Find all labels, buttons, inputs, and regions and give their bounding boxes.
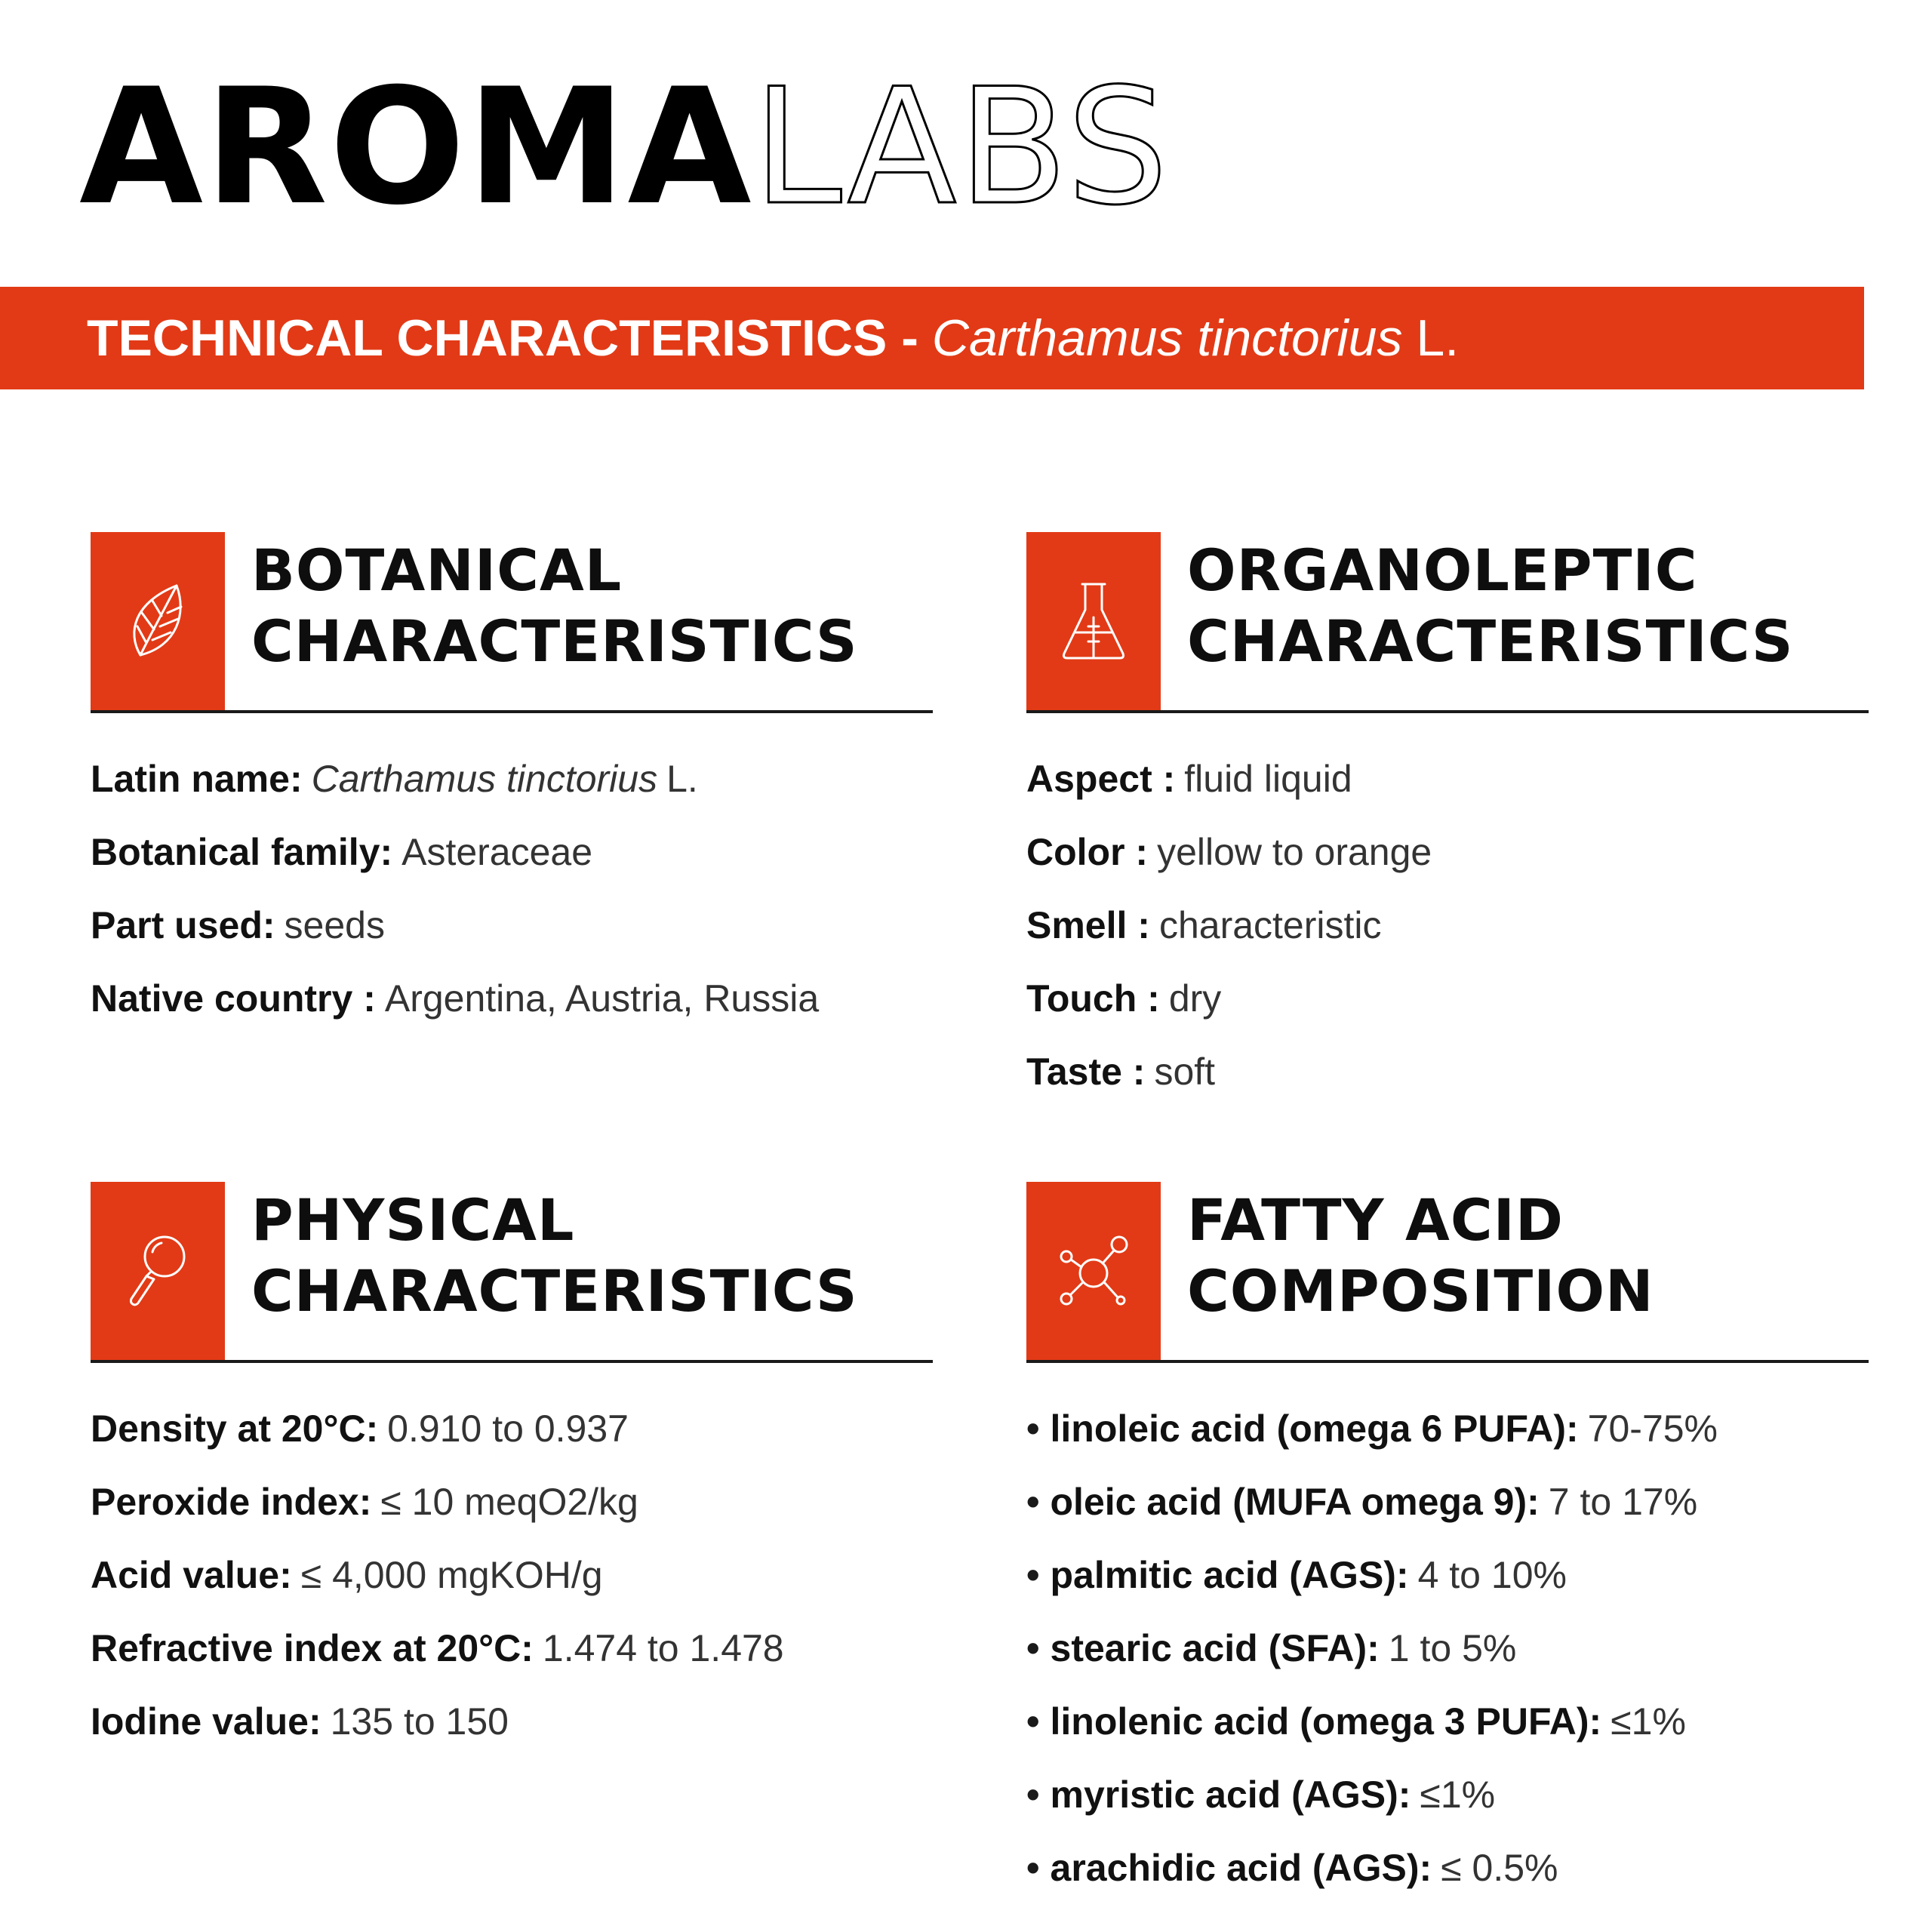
organoleptic-row bbox=[1026, 815, 1869, 888]
botanical-section bbox=[91, 532, 933, 1035]
row-value-suffix: L. bbox=[666, 757, 698, 800]
row-label: Smell : bbox=[1026, 903, 1150, 946]
row-value: dry bbox=[1168, 977, 1222, 1020]
magnifier-icon bbox=[124, 1229, 192, 1312]
row-label: myristic acid (AGS): bbox=[1050, 1773, 1411, 1816]
physical-icon-box bbox=[91, 1182, 225, 1360]
row-label: Density at 20°C: bbox=[91, 1407, 379, 1450]
organoleptic-header bbox=[1026, 532, 1869, 713]
organoleptic-rows bbox=[1026, 742, 1869, 1108]
molecule-icon bbox=[1056, 1229, 1131, 1312]
row-label: Iodine value: bbox=[91, 1700, 321, 1743]
organoleptic-title-line2: CHARACTERISTICS bbox=[1187, 608, 1794, 675]
physical-row bbox=[91, 1538, 933, 1611]
physical-title bbox=[251, 1185, 858, 1327]
row-label: Peroxide index: bbox=[91, 1480, 372, 1523]
fatty-acid-title bbox=[1187, 1185, 1654, 1327]
fatty-acid-row bbox=[1026, 1465, 1869, 1538]
row-value: 70-75% bbox=[1587, 1407, 1718, 1450]
botanical-row bbox=[91, 815, 933, 888]
bullet: • bbox=[1026, 1846, 1040, 1889]
bullet: • bbox=[1026, 1553, 1040, 1596]
row-label: Acid value: bbox=[91, 1553, 292, 1596]
row-value: 1.474 to 1.478 bbox=[542, 1626, 784, 1669]
logo-bold-part: AROMA bbox=[79, 54, 753, 240]
row-value: yellow to orange bbox=[1157, 830, 1432, 873]
organoleptic-section bbox=[1026, 532, 1869, 1108]
row-value: 1 to 5% bbox=[1388, 1626, 1517, 1669]
row-value: ≤1% bbox=[1420, 1773, 1496, 1816]
fatty-acid-row bbox=[1026, 1831, 1869, 1904]
row-label: arachidic acid (AGS): bbox=[1050, 1846, 1432, 1889]
row-value: 7 to 17% bbox=[1548, 1480, 1698, 1523]
row-label: Latin name: bbox=[91, 757, 303, 800]
fatty-acid-icon-box bbox=[1026, 1182, 1161, 1360]
row-label: Taste : bbox=[1026, 1050, 1146, 1093]
row-value: characteristic bbox=[1158, 903, 1382, 946]
row-value: ≤ 4,000 mgKOH/g bbox=[300, 1553, 603, 1596]
leaf-icon bbox=[124, 580, 192, 663]
fatty-acid-row bbox=[1026, 1758, 1869, 1831]
organoleptic-title-line1: ORGANOLEPTIC bbox=[1187, 537, 1698, 604]
physical-row bbox=[91, 1684, 933, 1758]
row-label: Aspect : bbox=[1026, 757, 1176, 800]
row-value: Argentina, Austria, Russia bbox=[384, 977, 820, 1020]
flask-icon bbox=[1060, 580, 1128, 663]
row-value: ≤ 10 meqO2/kg bbox=[380, 1480, 638, 1523]
title-banner bbox=[0, 287, 1864, 389]
botanical-icon-box bbox=[91, 532, 225, 710]
bullet: • bbox=[1026, 1626, 1040, 1669]
botanical-row bbox=[91, 961, 933, 1035]
botanical-header bbox=[91, 532, 933, 713]
row-value: ≤ 0.5% bbox=[1441, 1846, 1558, 1889]
physical-rows bbox=[91, 1392, 933, 1758]
row-label: linolenic acid (omega 3 PUFA): bbox=[1050, 1700, 1602, 1743]
row-label: Touch : bbox=[1026, 977, 1160, 1020]
banner-suffix: L. bbox=[1416, 309, 1460, 367]
fatty-acid-title-line1: FATTY ACID bbox=[1187, 1186, 1564, 1254]
physical-row bbox=[91, 1465, 933, 1538]
physical-header bbox=[91, 1182, 933, 1363]
row-value: Asteraceae bbox=[401, 830, 593, 873]
physical-title-line1: PHYSICAL bbox=[251, 1186, 575, 1254]
fatty-acid-rows bbox=[1026, 1392, 1869, 1904]
row-value: seeds bbox=[284, 903, 385, 946]
logo-light-part: LABS bbox=[752, 54, 1170, 240]
row-label: oleic acid (MUFA omega 9): bbox=[1050, 1480, 1540, 1523]
botanical-rows bbox=[91, 742, 933, 1035]
row-value: 135 to 150 bbox=[330, 1700, 509, 1743]
organoleptic-row bbox=[1026, 1035, 1869, 1108]
organoleptic-row bbox=[1026, 888, 1869, 961]
organoleptic-icon-box bbox=[1026, 532, 1161, 710]
fatty-acid-section bbox=[1026, 1182, 1869, 1904]
organoleptic-row bbox=[1026, 742, 1869, 815]
botanical-row bbox=[91, 888, 933, 961]
botanical-title-line2: CHARACTERISTICS bbox=[251, 608, 858, 675]
row-label: Botanical family: bbox=[91, 830, 393, 873]
row-value: ≤1% bbox=[1611, 1700, 1686, 1743]
row-value: 4 to 10% bbox=[1417, 1553, 1567, 1596]
botanical-title bbox=[251, 535, 858, 677]
row-value-latin: Carthamus tinctorius bbox=[311, 757, 658, 800]
brand-logo bbox=[79, 54, 1170, 240]
row-value: soft bbox=[1154, 1050, 1216, 1093]
bullet: • bbox=[1026, 1407, 1040, 1450]
botanical-title-line1: BOTANICAL bbox=[251, 537, 623, 604]
row-label: palmitic acid (AGS): bbox=[1050, 1553, 1409, 1596]
organoleptic-row bbox=[1026, 961, 1869, 1035]
row-value: 0.910 to 0.937 bbox=[387, 1407, 629, 1450]
row-label: stearic acid (SFA): bbox=[1050, 1626, 1380, 1669]
bullet: • bbox=[1026, 1480, 1040, 1523]
banner-title: TECHNICAL CHARACTERISTICS - bbox=[87, 309, 918, 367]
fatty-acid-row bbox=[1026, 1611, 1869, 1684]
organoleptic-title bbox=[1187, 535, 1794, 677]
row-label: Color : bbox=[1026, 830, 1149, 873]
bullet: • bbox=[1026, 1700, 1040, 1743]
banner-latin-name: Carthamus tinctorius bbox=[931, 309, 1403, 367]
row-label: Part used: bbox=[91, 903, 275, 946]
fatty-acid-row bbox=[1026, 1392, 1869, 1465]
row-label: Native country : bbox=[91, 977, 376, 1020]
row-value: fluid liquid bbox=[1184, 757, 1352, 800]
physical-title-line2: CHARACTERISTICS bbox=[251, 1257, 858, 1324]
row-label: linoleic acid (omega 6 PUFA): bbox=[1050, 1407, 1579, 1450]
physical-row bbox=[91, 1392, 933, 1465]
fatty-acid-row bbox=[1026, 1684, 1869, 1758]
physical-section bbox=[91, 1182, 933, 1758]
physical-row bbox=[91, 1611, 933, 1684]
row-label: Refractive index at 20°C: bbox=[91, 1626, 534, 1669]
fatty-acid-header bbox=[1026, 1182, 1869, 1363]
bullet: • bbox=[1026, 1773, 1040, 1816]
fatty-acid-title-line2: COMPOSITION bbox=[1187, 1257, 1654, 1324]
botanical-row-latin bbox=[91, 742, 933, 815]
fatty-acid-row bbox=[1026, 1538, 1869, 1611]
